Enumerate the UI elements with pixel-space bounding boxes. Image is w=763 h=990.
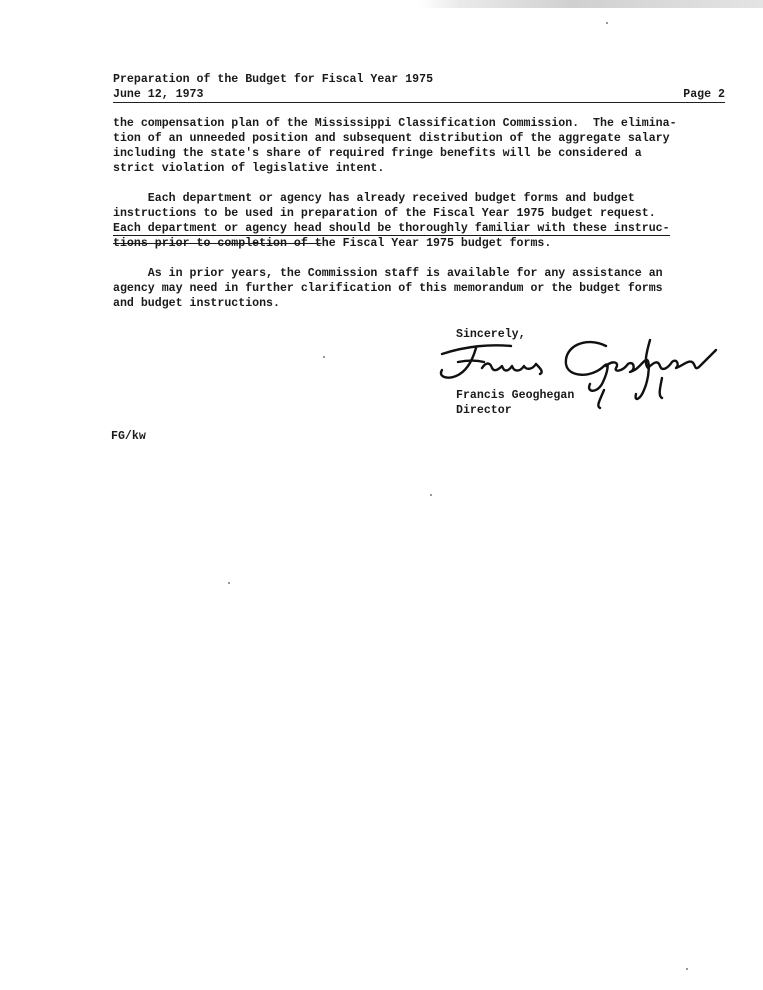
scan-speck (228, 582, 230, 584)
p2-line-4-rest: he Fiscal Year 1975 budget forms. (321, 237, 552, 250)
p2-line-3: Each department or agency head should be thoroughly familiar with these instruc- (113, 222, 670, 235)
paragraph-1 (113, 116, 727, 176)
header-page-number: Page 2 (683, 88, 725, 101)
signer-name: Francis Geoghegan (456, 389, 575, 402)
letter-header (113, 72, 725, 102)
p1-line-4: strict violation of legislative intent. (113, 162, 385, 175)
scan-speck (430, 494, 432, 496)
header-date: June 12, 1973 (113, 88, 204, 101)
p1-line-2: tion of an unneeded position and subsequent distribution of the aggregate salary (113, 132, 670, 145)
letter-body (113, 116, 727, 326)
p3-line-2: agency may need in further clarification of this memorandum or the budget forms (113, 282, 663, 295)
p2-line-4-struck: tions prior to completion of t (113, 237, 322, 250)
header-rule (113, 102, 725, 103)
scan-noise (0, 0, 763, 8)
paragraph-2 (113, 191, 727, 251)
p2-line-1: Each department or agency has already received budget forms and budget (113, 192, 635, 205)
paragraph-3 (113, 266, 727, 311)
scan-speck (323, 356, 325, 358)
signer-block (456, 388, 574, 418)
p3-line-1: As in prior years, the Commission staff is available for any assistance an (113, 267, 663, 280)
typist-initials: FG/kw (111, 430, 146, 443)
header-subject: Preparation of the Budget for Fiscal Year 1975 (113, 73, 434, 86)
p1-line-1: the compensation plan of the Mississippi Classification Commission. The elimina- (113, 117, 677, 130)
scan-speck (686, 968, 688, 970)
signer-title: Director (456, 404, 512, 417)
p2-line-2: instructions to be used in preparation of the Fiscal Year 1975 budget request. (113, 207, 656, 220)
p3-line-3: and budget instructions. (113, 297, 280, 310)
scan-speck (606, 22, 608, 24)
closing-salutation: Sincerely, (456, 328, 526, 341)
p1-line-3: including the state's share of required fringe benefits will be considered a (113, 147, 642, 160)
